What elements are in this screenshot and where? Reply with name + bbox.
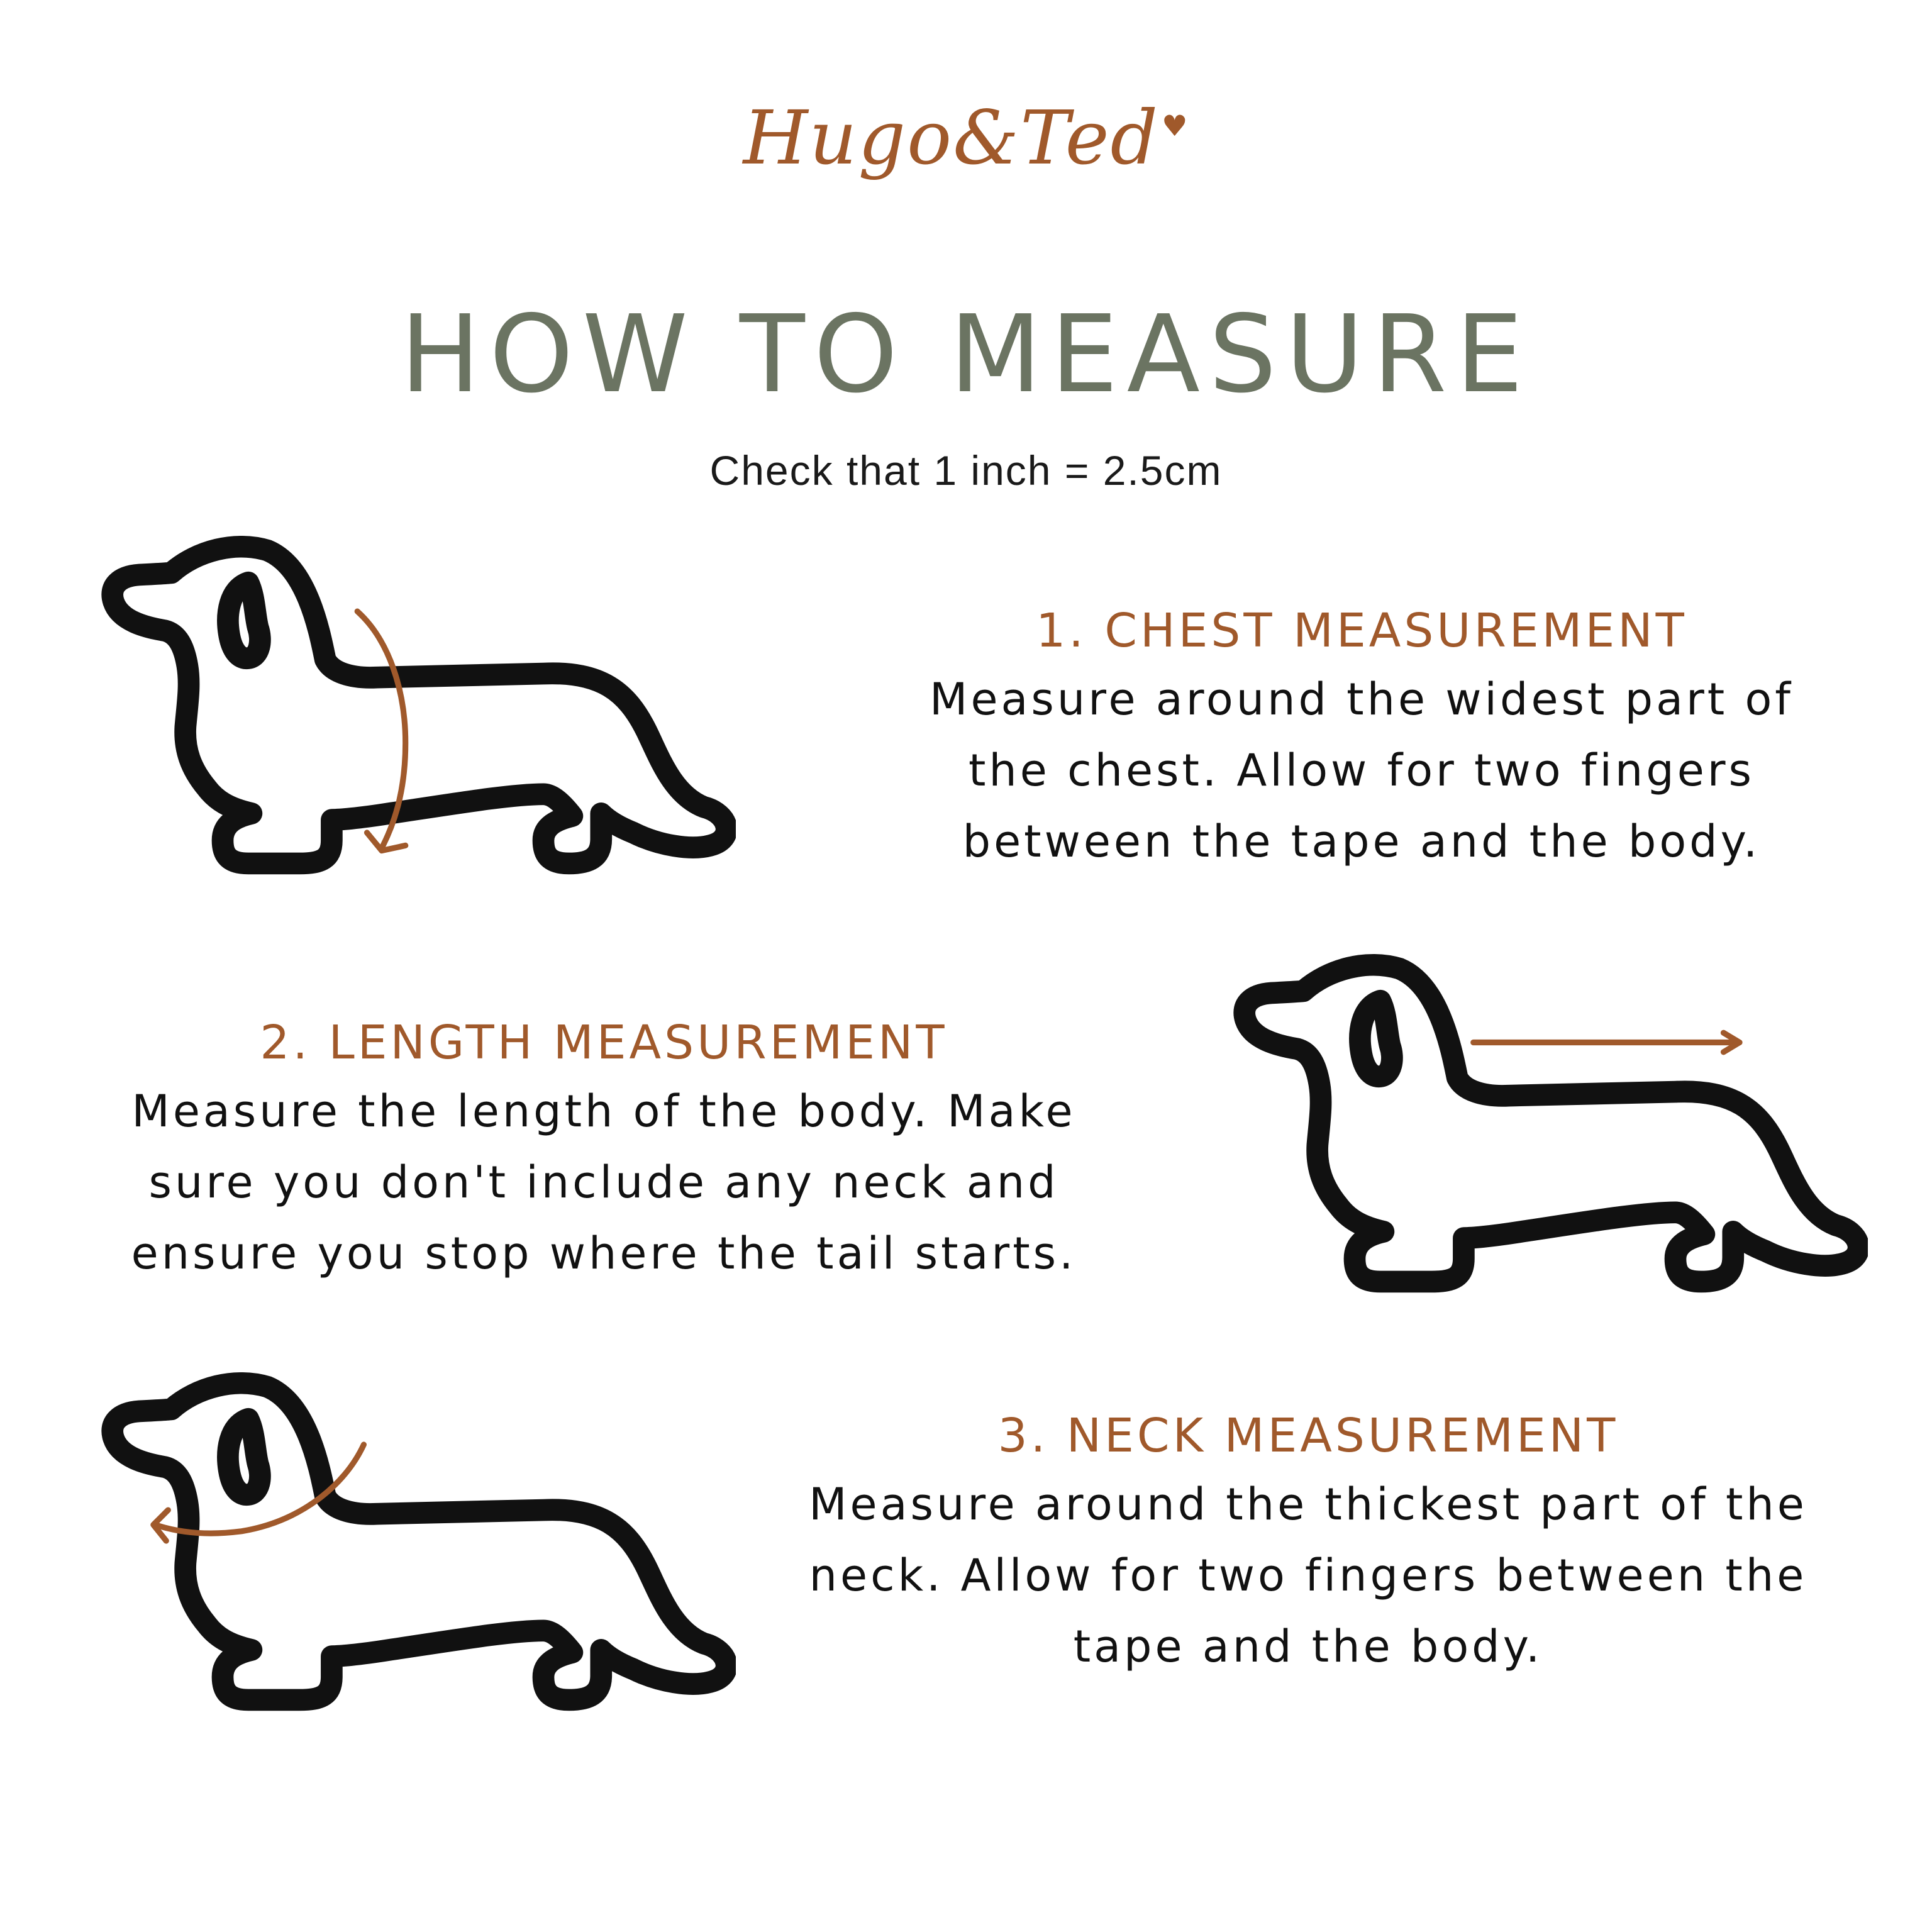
section-body: Measure around the widest part of the chest. Allow for two fingers between the tape and the body. <box>930 674 1794 867</box>
dachshund-chest-icon <box>94 509 736 899</box>
brand-logo <box>0 94 1932 181</box>
dog-outline <box>113 547 727 863</box>
section-chest <box>880 604 1843 877</box>
dog-outline <box>113 1383 727 1700</box>
page-title: HOW TO MEASURE <box>400 292 1532 417</box>
section-title: 1. CHEST MEASUREMENT <box>1036 604 1687 658</box>
section-length <box>88 1016 1119 1289</box>
section-body: Measure around the thickest part of the neck. Allow for two fingers between the tape and the body. <box>809 1479 1807 1672</box>
section-title: 3. NECK MEASUREMENT <box>997 1409 1619 1463</box>
conversion-note: Check that 1 inch = 2.5cm <box>709 447 1223 494</box>
brand-name: Hugo&Ted <box>743 94 1160 181</box>
section-neck <box>774 1409 1843 1682</box>
dachshund-neck-icon <box>94 1346 736 1736</box>
length-tape-arrow <box>1474 1033 1740 1052</box>
dachshund-length-icon <box>1226 928 1868 1318</box>
heart-icon: ♥ <box>1162 109 1189 143</box>
dog-outline <box>1245 965 1859 1282</box>
section-body: Measure the length of the body. Make sure you don't include any neck and ensure you stop where the tail starts. <box>131 1085 1077 1279</box>
section-title: 2. LENGTH MEASUREMENT <box>260 1016 948 1070</box>
